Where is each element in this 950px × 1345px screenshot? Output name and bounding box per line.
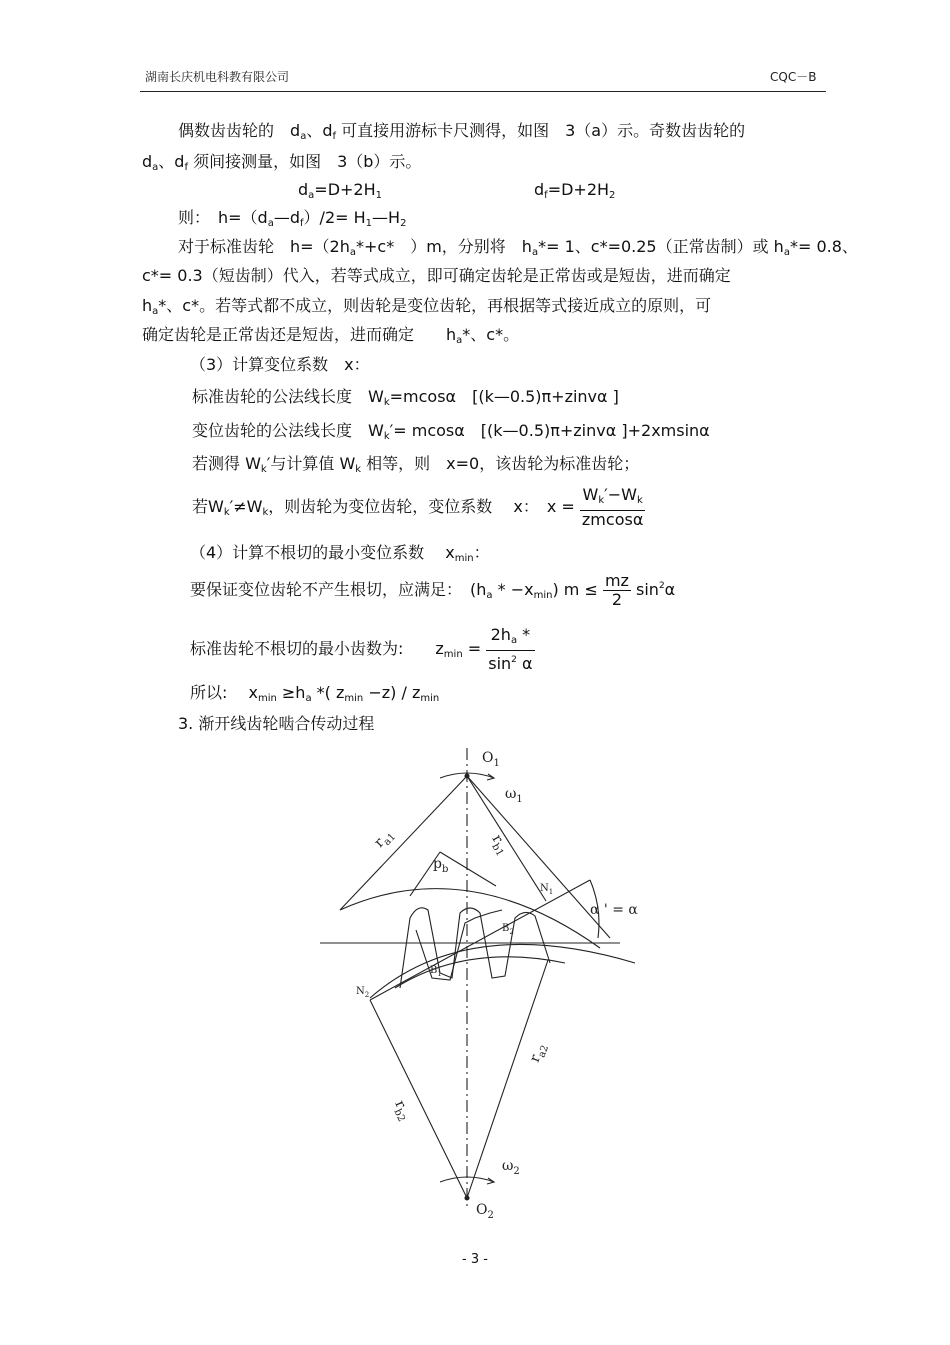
xmin-formula: 所以: $x_{min} \ge h_a$ *( $z_{min} -z) / z_{min}$: [190, 683, 440, 704]
label-B1: $B_1$: [430, 965, 442, 978]
label-pb: $p_b$: [433, 856, 449, 875]
zmin-formula: 标准齿轮不根切的最小齿数为: $z_{min}$ = $\frac{2h_a *}{\sin^2 \alpha}$: [190, 625, 533, 673]
ra1-line: [340, 776, 467, 910]
para2-line2: c*= 0.3（短齿制）代入，若等式成立，即可确定齿轮是正常齿或是短齿，进而确定: [142, 266, 731, 285]
label-rb1: $r_{b1}$: [488, 832, 506, 859]
label-ra1: $r_{a1}$: [371, 831, 399, 851]
equation-h: 则： $h=(d_a—d_f)/2=$ $H_1—H_2$: [178, 208, 407, 229]
undercut-condition: 要保证变位齿轮不产生根切，应满足： $(h_a * -x_{min}) m$ ≤ $\frac{mz}{2}$ $\sin^2\alpha$: [190, 571, 676, 609]
label-alpha: α ' = α: [590, 902, 638, 918]
para1-line1: 偶数齿齿轮的 $d_a$、$d_f$ 可直接用游标卡尺测得，如图 3（a）示。奇数齿齿轮的: [178, 121, 746, 142]
label-O1: $O_1$: [482, 750, 500, 769]
gear-meshing-figure: [300, 738, 650, 1228]
header-rule: [140, 91, 826, 92]
measure-equal: 若测得 $W_k'$与计算值 $W_k$ 相等，则 x=0，该齿轮为标准齿轮；: [192, 454, 640, 475]
section-3-title: （3）计算变位系数 x：: [190, 355, 370, 374]
label-N2: $N_2$: [356, 986, 370, 999]
equation-df: $d_f=D+2H_2$: [534, 180, 616, 201]
label-B2: $B_2$: [502, 923, 514, 936]
gear1-addendum-arc: [340, 889, 600, 948]
line-of-action: [370, 880, 590, 1000]
para2-line1: 对于标准齿轮 $h=(2h_a*+c*$ ）m，分别将 $h_a*= 1$、c*=0.25（正常齿制）或 $h_a*= 0.8$、: [178, 237, 858, 258]
para2-line4: 确定齿轮是正常齿还是短齿，进而确定 $h_a*$、c*。: [142, 325, 520, 346]
section-4-title: （4）计算不根切的最小变位系数 $x_{min}$：: [190, 543, 490, 564]
rb2-line: [370, 1000, 467, 1198]
var-normal-length: 变位齿轮的公法线长度 $W_k'= mcos\alpha$ [(k—0.5)π+zinvα ]+2xmsinα: [192, 421, 710, 442]
label-omega1: $\omega_1$: [505, 786, 523, 805]
equation-da: $d_a=D+2H_1$: [298, 180, 383, 201]
label-rb2: $r_{b2}$: [391, 1097, 409, 1124]
label-ra2: $r_{a2}$: [526, 1043, 552, 1065]
label-O2: $O_2$: [476, 1202, 494, 1221]
header-code: CQC－B: [770, 70, 817, 84]
x-fraction: $\frac{W_k'-W_k}{zmcos\alpha}$: [581, 485, 644, 529]
std-normal-length: 标准齿轮的公法线长度 $W_k=mcos\alpha$ [(k—0.5)π+zinvα ]: [192, 387, 619, 408]
page-number: - 3 -: [462, 1252, 488, 1267]
x-formula: 若$W_k'\ne W_k$，则齿轮为变位齿轮，变位系数 x： x = $\frac{W_k'-W_k}{zmcos\alpha}$: [192, 485, 644, 529]
label-N1: $N_1$: [540, 883, 554, 896]
header-company: 湖南长庆机电科教有限公司: [145, 70, 290, 84]
para2-line3: $h_a*$、c*。若等式都不成立，则齿轮是变位齿轮，再根据等式接近成立的原则，可: [142, 296, 712, 317]
para1-line2: $d_a$、$d_f$ 须间接测量，如图 3（b）示。: [142, 152, 422, 173]
section-3-gear-title: 3. 渐开线齿轮啮合传动过程: [178, 714, 375, 733]
gear2-addendum-arc: [370, 944, 635, 998]
label-omega2: $\omega_2$: [502, 1158, 520, 1177]
